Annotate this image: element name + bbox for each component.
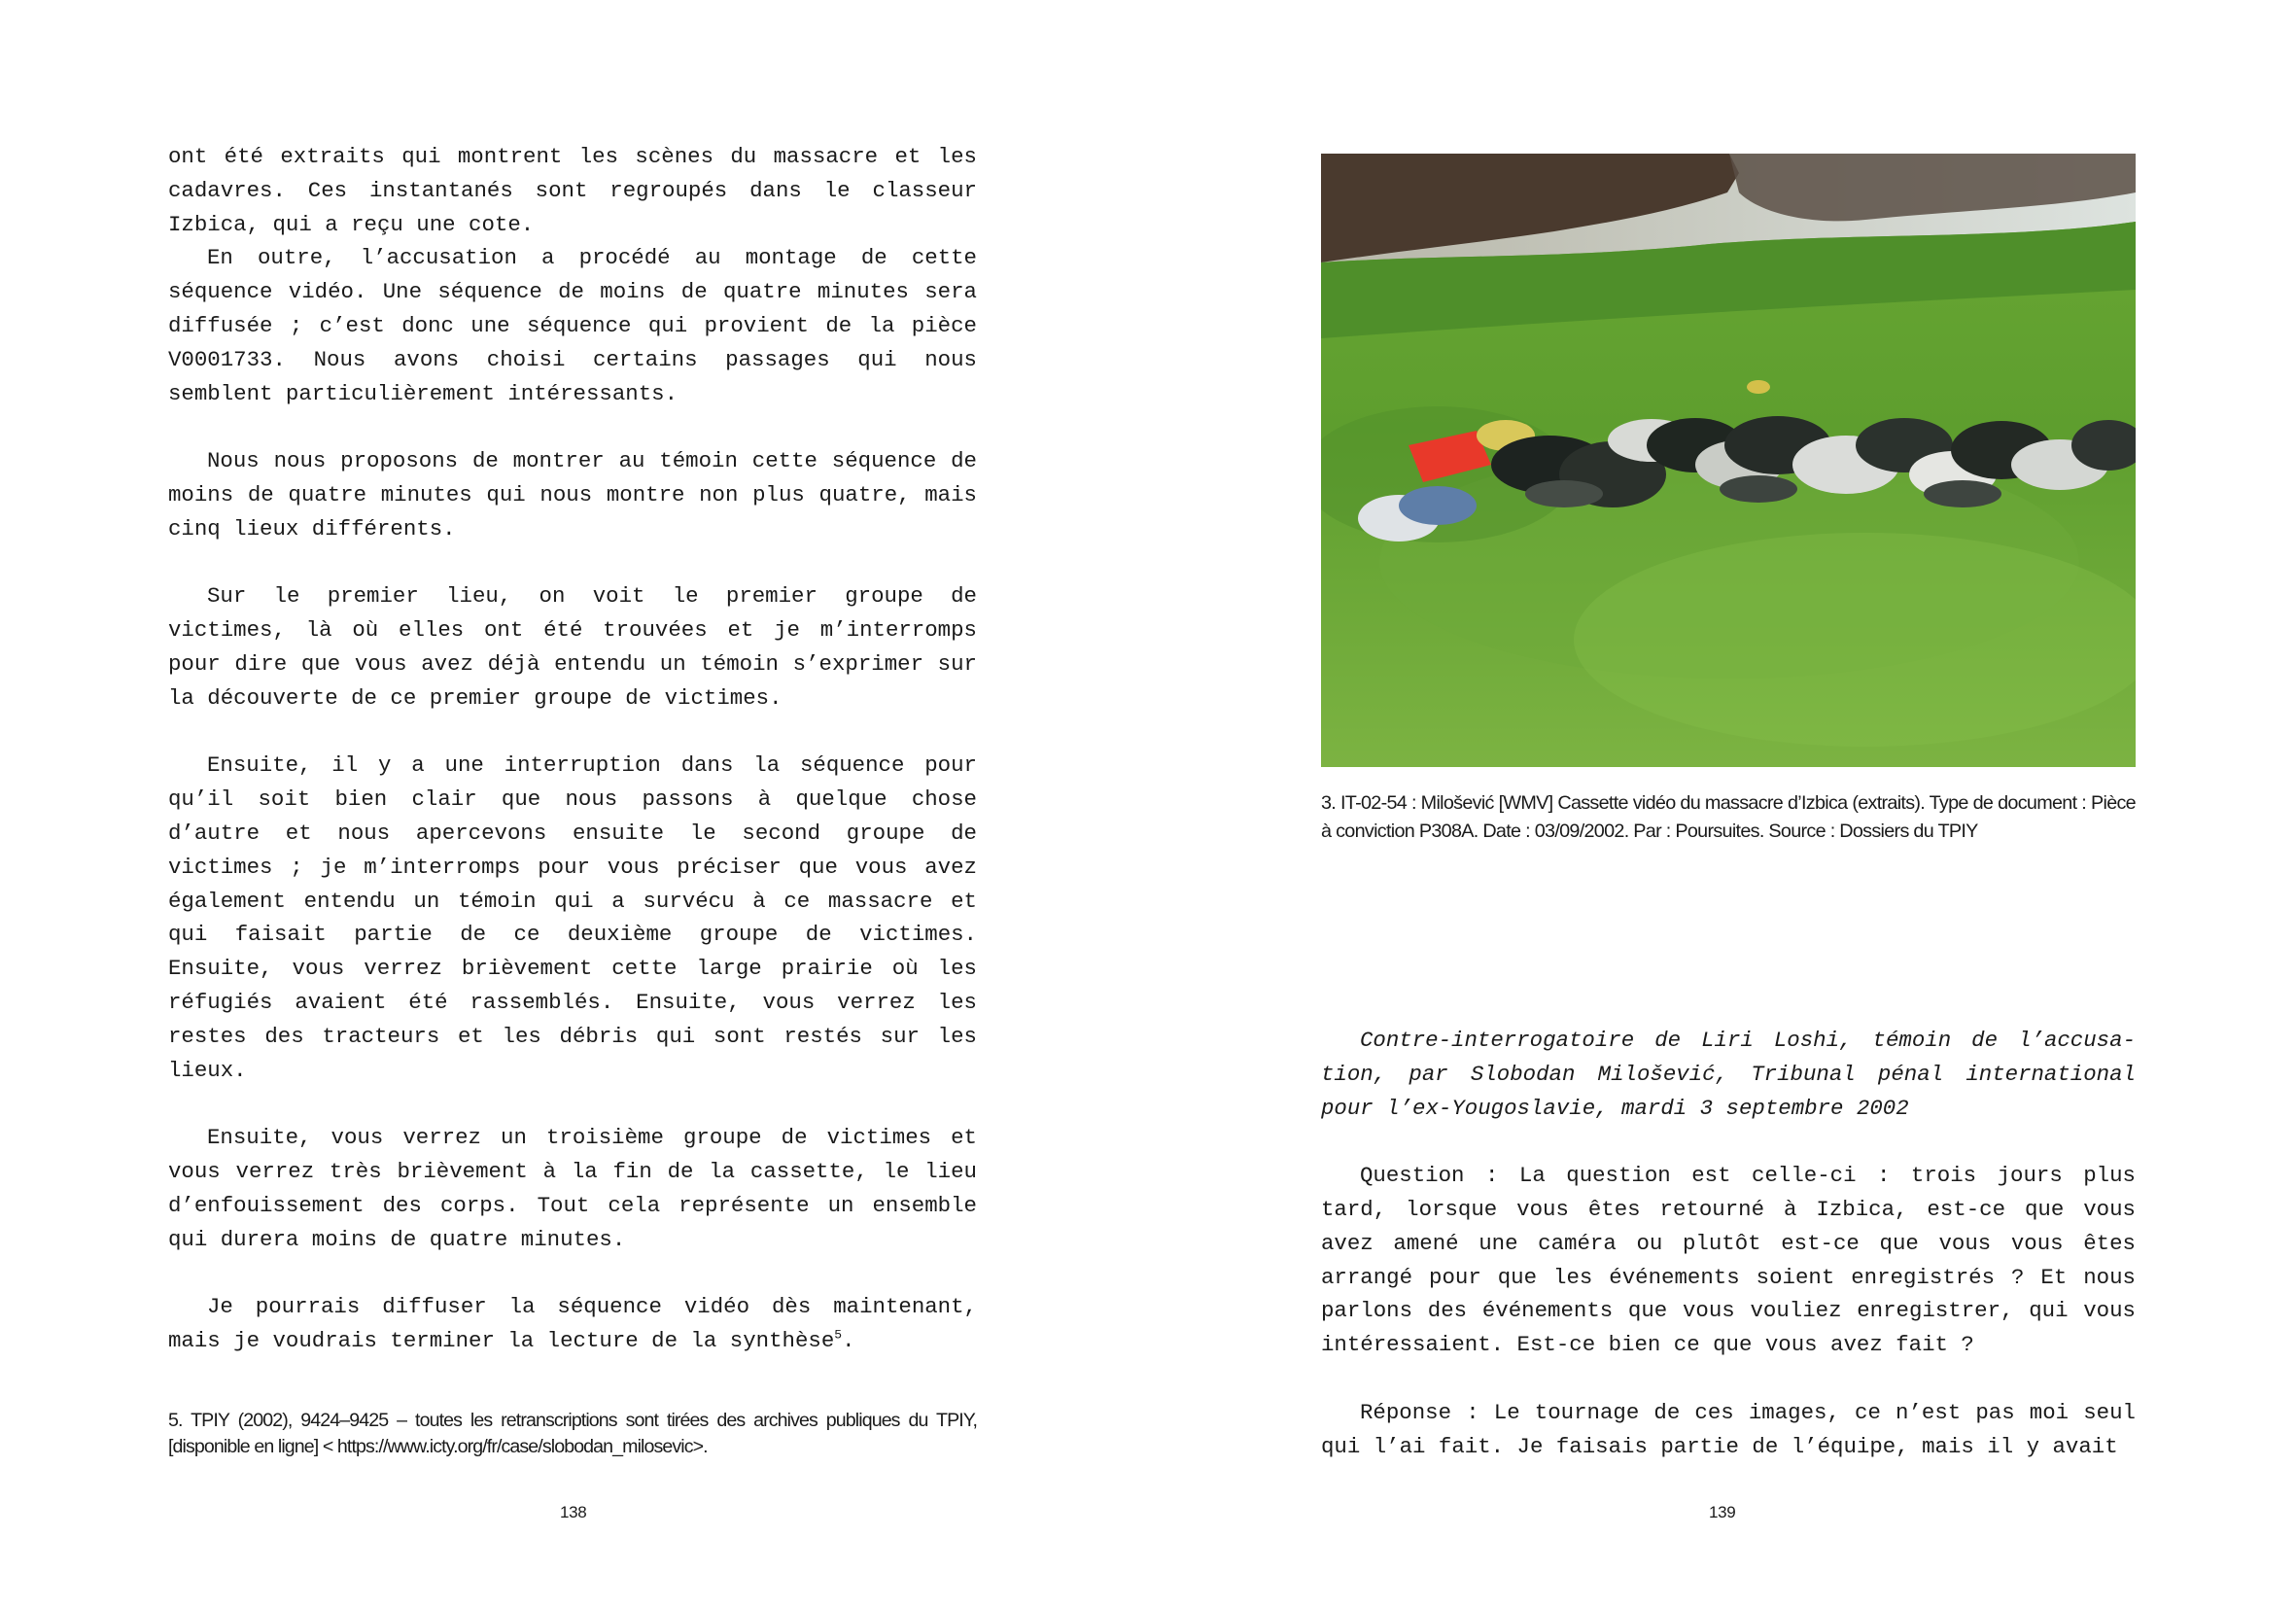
left-paragraph: Sur le premier lieu, on voit le premier groupe de victimes, là où elles ont été trouvées et je m’interromps pour dire que vous avez déjà entendu un témoin s’exprimer sur la découverte de ce premier groupe de victimes. (168, 583, 977, 711)
last-paragraph-text: Je pourrais diffuser la séquence vidéo dès maintenant, mais je voudrais terminer la lecture de la synthèse (168, 1294, 977, 1353)
left-paragraph-last: Je pourrais diffuser la séquence vidéo dès maintenant, mais je voudrais terminer la lecture de la synthèse$^5$. (168, 1294, 977, 1353)
left-body-text (168, 140, 977, 1358)
right-body-text (1321, 1024, 2136, 1463)
left-paragraph: Ensuite, vous verrez un troisième groupe de victimes et vous verrez très brièvement à la fin de la cassette, le lieu d’enfouissement des corps. Tout cela représente un ensemble qui durera moins de quatre minutes. (168, 1125, 977, 1252)
page-number-right: 139 (1709, 1503, 1736, 1521)
footnote: 5. TPIY (2002), 9424–9425 – toutes les retranscriptions sont tirées des archives publiques du TPIY, [disponible en ligne] < https://www.icty.org/fr/case/slobodan_milosevic>. (168, 1410, 977, 1457)
right-page (1148, 0, 2296, 1607)
video-still-image (1321, 154, 2136, 767)
left-paragraph: ont été extraits qui montrent les scènes du massacre et les cadavres. Ces instantanés sont regroupés dans le classeur Izbica, qui a reçu une cote. (168, 144, 977, 237)
answer-paragraph: Réponse : Le tournage de ces images, ce n’est pas moi seul qui l’ai fait. Je faisais partie de l’équipe, mais il y avait (1321, 1399, 2136, 1459)
transcript-heading: Contre-interrogatoire de Liri Loshi, témoin de l’accusation, par Slobodan Milošević, Tribunal pénal international pour l’ex-Yougoslavie, mardi 3 septembre 2002 (1321, 1028, 2136, 1121)
page-number-left: 138 (560, 1503, 587, 1521)
left-paragraph: En outre, l’accusation a procédé au montage de cette séquence vidéo. Une séquence de moins de quatre minutes sera diffusée ; c’est donc une séquence qui provient de la pièce V0001733. Nous avons choisi certains passages qui nous semblent particulièrement intéressants. (168, 245, 977, 406)
left-paragraph: Ensuite, il y a une interruption dans la séquence pour qu’il soit bien clair que nous passons à quelque chose d’autre et nous apercevons ensuite le second groupe de victimes ; je m’interromps pour vous préciser que vous avez également entendu un témoin qui a survécu à ce massacre et qui faisait partie de ce deuxième groupe de victimes. Ensuite, vous verrez brièvement cette large prairie où les réfugiés avaient été rassemblés. Ensuite, vous verrez les restes des tracteurs et les débris qui sont restés sur les lieux. (168, 752, 977, 1083)
question-paragraph: Question : La question est celle-ci : trois jours plus tard, lorsque vous êtes retourné à Izbica, est-ce que vous avez amené une caméra ou plutôt est-ce que vous vous êtes arrangé pour que les événements soient enregistrés ? Et nous parlons des événements que vous vouliez enregistrer, qui vous intéressaient. Est-ce bien ce que vous avez fait ? (1321, 1163, 2136, 1358)
left-paragraph: Nous nous proposons de montrer au témoin cette séquence de moins de quatre minutes qui nous montre non plus quatre, mais cinq lieux différents. (168, 448, 977, 541)
figure-caption: 3. IT-02-54 : Milošević [WMV] Cassette vidéo du massacre d’Izbica (extraits). Type de document : Pièce à conviction P308A. Date : 03/09/2002. Par : Poursuites. Source : Dossiers du TPIY (1321, 792, 2136, 842)
video-still-figure (1321, 154, 2136, 767)
footnote-reference[interactable]: 5 (834, 1327, 843, 1343)
